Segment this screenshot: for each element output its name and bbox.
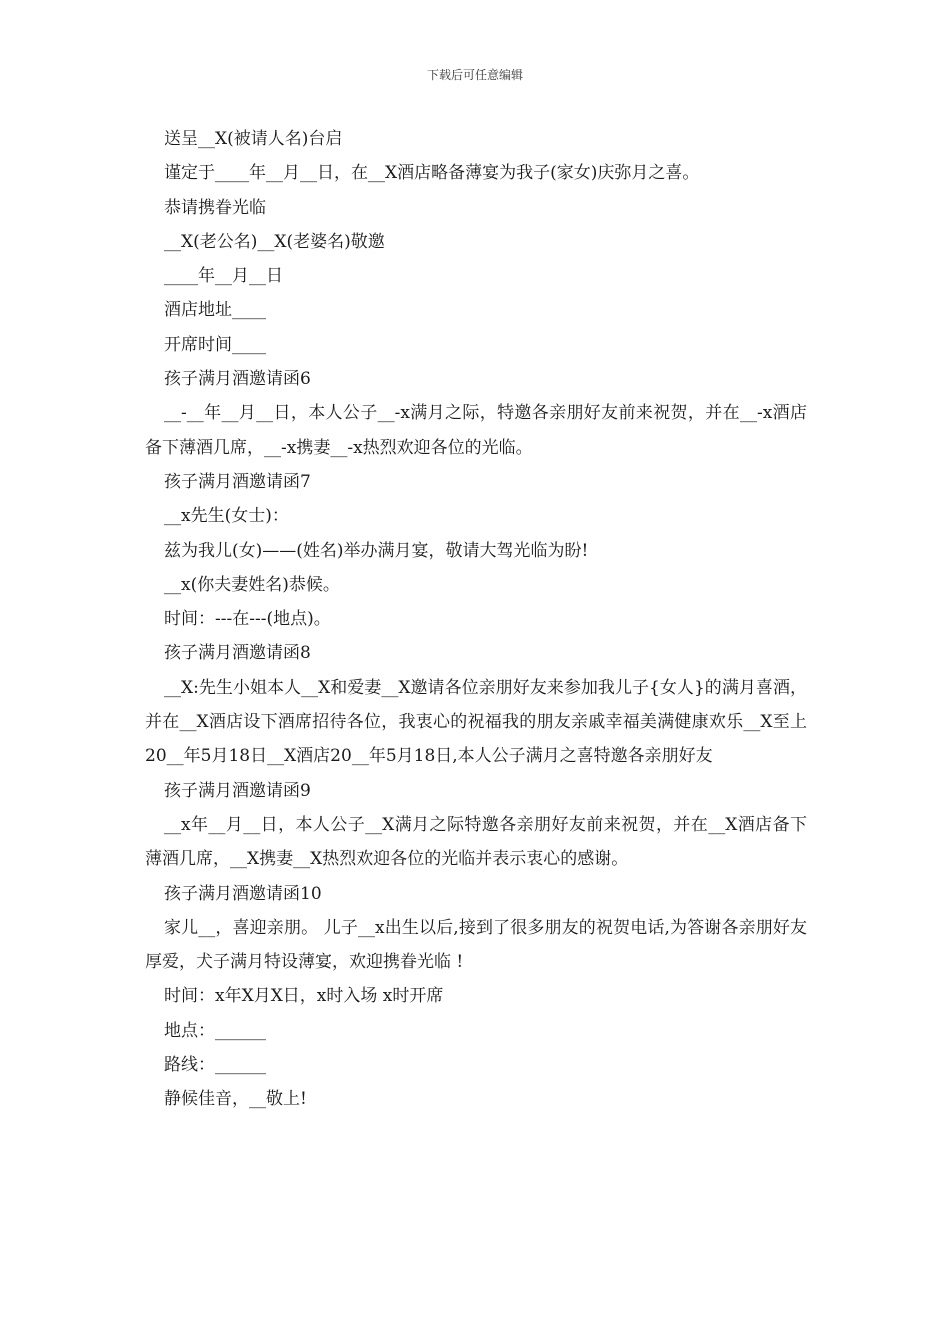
paragraph: 恭请携眷光临 — [164, 197, 266, 218]
paragraph: 谨定于____年__月__日，在__X酒店略备薄宴为我子(家女)庆弥月之喜。 — [164, 163, 700, 184]
document-body — [145, 122, 807, 1117]
section-heading: 孩子满月酒邀请函9 — [164, 780, 311, 801]
section-heading: 孩子满月酒邀请函10 — [164, 883, 322, 904]
paragraph: 兹为我儿(女)——(姓名)举办满月宴，敬请大驾光临为盼! — [164, 540, 589, 561]
paragraph: __x(你夫妻姓名)恭候。 — [164, 574, 340, 595]
paragraph: ____年__月__日 — [164, 266, 283, 287]
paragraph: 静候佳音，__敬上! — [164, 1089, 307, 1110]
paragraph: 酒店地址____ — [164, 300, 266, 321]
paragraph: 开席时间____ — [164, 334, 266, 355]
paragraph: __x年__月__日，本人公子__X满月之际特邀各亲朋好友前来祝贺，并在__X酒店备下薄酒几席，__X携妻__X热烈欢迎各位的光临并表示衷心的感谢。 — [145, 814, 807, 870]
section-heading: 孩子满月酒邀请函6 — [164, 369, 311, 390]
paragraph: 送呈__X(被请人名)台启 — [164, 129, 343, 149]
paragraph: 时间：---在---(地点)。 — [164, 609, 331, 630]
paragraph: 地点：______ — [164, 1020, 266, 1041]
paragraph: __-__年__月__日，本人公子__-x满月之际，特邀各亲朋好友前来祝贺，并在__-x酒店备下薄酒几席，__-x携妻__-x热烈欢迎各位的光临。 — [145, 403, 807, 458]
section-heading: 孩子满月酒邀请函7 — [164, 471, 311, 492]
paragraph: 家儿__，喜迎亲朋。 儿子__x出生以后,接到了很多朋友的祝贺电话,为答谢各亲朋好友厚爱，犬子满月特设薄宴，欢迎携眷光临 ! — [145, 917, 807, 973]
paragraph: __X:先生小姐本人__X和爱妻__X邀请各位亲朋好友来参加我儿子{女人}的满月喜酒，并在__X酒店设下酒席招待各位，我衷心的祝福我的朋友亲戚幸福美满健康欢乐__X至上20__年5月18日__X酒店20__年5月18日,本人公子满月之喜特邀各亲朋好友 — [145, 677, 807, 767]
paragraph: __X(老公名)__X(老婆名)敬邀 — [164, 231, 385, 252]
section-heading: 孩子满月酒邀请函8 — [164, 643, 311, 664]
page-header: 下载后可任意编辑 — [426, 68, 523, 82]
paragraph: __x先生(女士)： — [164, 506, 289, 527]
paragraph: 时间：x年X月X日，x时入场 x时开席 — [164, 986, 444, 1007]
paragraph: 路线：______ — [164, 1055, 266, 1076]
